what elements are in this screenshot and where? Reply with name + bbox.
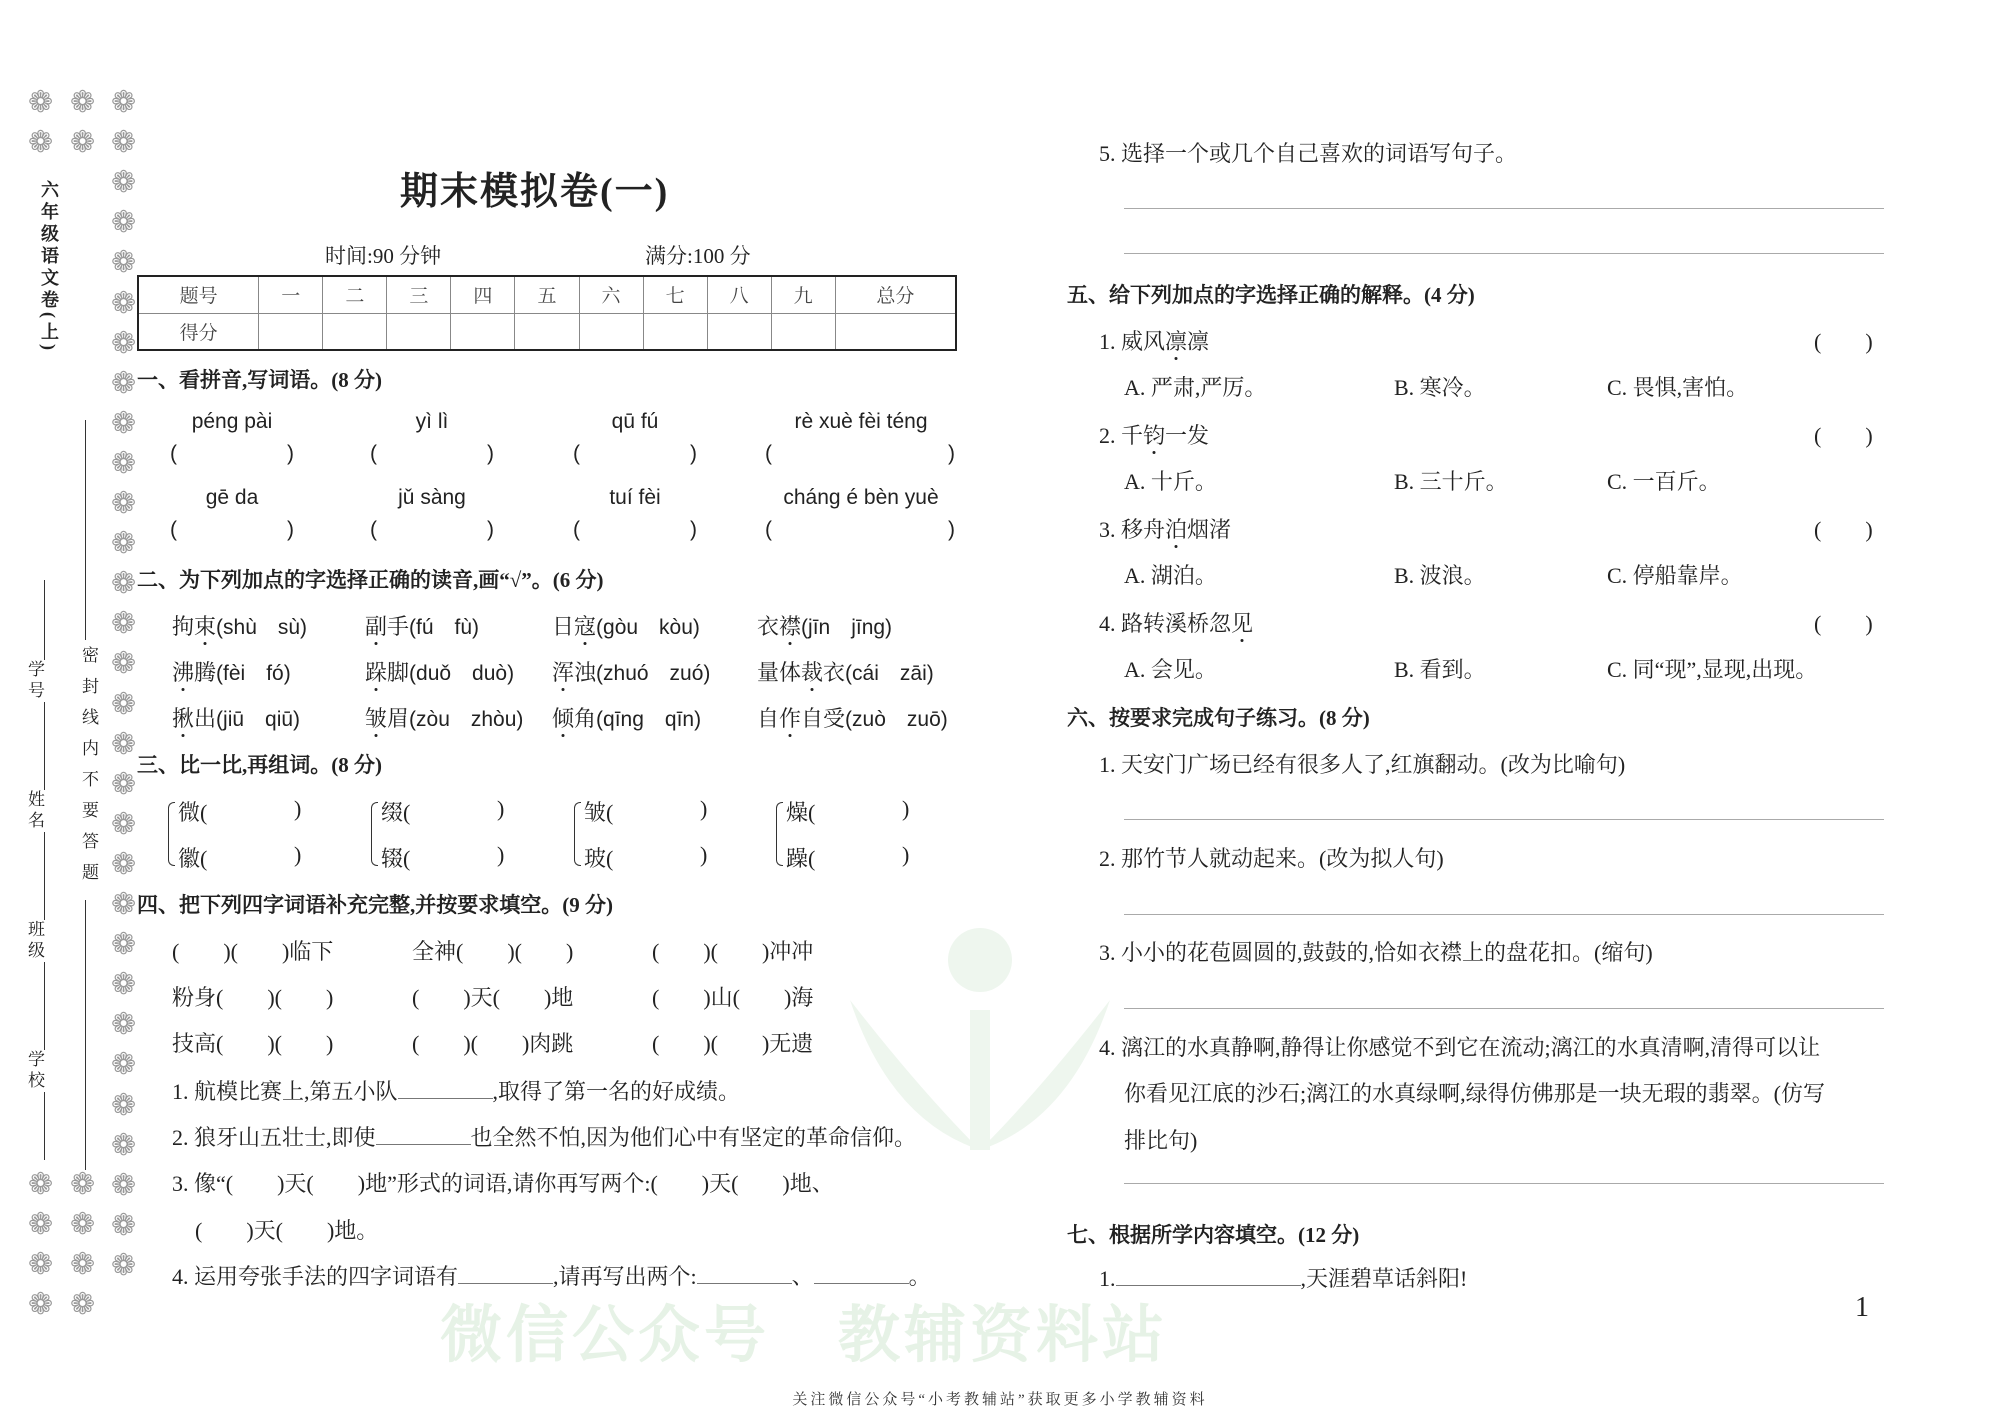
text-after: 角 bbox=[574, 706, 597, 731]
section-2-heading: 二、为下列加点的字选择正确的读音,画“√”。(6 分) bbox=[137, 568, 604, 592]
pinyin-prompt: cháng é bèn yuè bbox=[783, 486, 939, 509]
flower-ornament-icon: ❁ bbox=[28, 1208, 54, 1241]
pronunciation-options[interactable]: (duǒ duò) bbox=[409, 662, 515, 685]
pronunciation-item bbox=[365, 610, 479, 641]
question-6-1: 1. 天安门广场已经有很多人了,红旗翻动。(改为比喻句) bbox=[1099, 752, 1626, 777]
fill-blank[interactable] bbox=[398, 1078, 493, 1099]
meaning-option-b[interactable]: B. 寒冷。 bbox=[1394, 375, 1486, 400]
idiom-fill-item[interactable]: ( )山( )海 bbox=[652, 985, 814, 1010]
section-4-heading: 四、把下列四字词语补充完整,并按要求填空。(9 分) bbox=[137, 893, 613, 917]
flower-ornament-icon: ❁ bbox=[111, 1208, 137, 1242]
flower-ornament-icon: ❁ bbox=[70, 1208, 96, 1241]
score-input-cell[interactable] bbox=[707, 313, 771, 350]
pronunciation-item bbox=[552, 656, 710, 687]
pinyin-prompt: qū fú bbox=[611, 410, 659, 433]
compare-word: 徽( bbox=[178, 846, 208, 871]
answer-parentheses[interactable] bbox=[573, 518, 697, 542]
meaning-option-b[interactable]: B. 看到。 bbox=[1394, 657, 1486, 682]
idiom-fill-item[interactable]: ( )( )冲冲 bbox=[652, 939, 814, 964]
open-paren: ( bbox=[170, 442, 177, 465]
flower-ornament-icon: ❁ bbox=[111, 366, 137, 400]
brace-icon bbox=[574, 802, 581, 866]
flower-ornament-icon: ❁ bbox=[111, 166, 137, 200]
section-3-heading: 三、比一比,再组词。(8 分) bbox=[137, 753, 382, 777]
close-paren: ) bbox=[690, 442, 697, 465]
pronunciation-item bbox=[757, 610, 892, 641]
close-paren: ) bbox=[487, 442, 494, 465]
page-number: 1 bbox=[1855, 1292, 1869, 1323]
pronunciation-options[interactable]: (gòu kòu) bbox=[596, 616, 700, 639]
compare-word: 微( bbox=[178, 800, 208, 825]
text-before: 拘 bbox=[172, 614, 195, 639]
flower-ornament-icon: ❁ bbox=[111, 206, 137, 240]
compare-word: 皱( bbox=[584, 800, 614, 825]
meaning-option-a[interactable]: A. 湖泊。 bbox=[1124, 563, 1217, 588]
class-label: 班级 bbox=[22, 920, 47, 962]
sentence-text: 1. 航模比赛上,第五小队 bbox=[172, 1079, 398, 1104]
flower-ornament-icon: ❁ bbox=[111, 687, 137, 721]
compare-word: 玻( bbox=[584, 846, 614, 871]
pronunciation-item bbox=[552, 610, 700, 641]
answer-parentheses[interactable] bbox=[370, 442, 494, 466]
question-7-1 bbox=[1099, 1262, 1467, 1293]
close-paren: ) bbox=[487, 518, 494, 541]
flower-ornament-icon: ❁ bbox=[70, 1248, 96, 1281]
flower-ornament-icon: ❁ bbox=[70, 86, 96, 119]
text-after: 手 bbox=[387, 614, 410, 639]
brace-icon bbox=[371, 802, 378, 866]
close-paren: ) bbox=[497, 796, 505, 821]
text-before: 1. 威风 bbox=[1099, 329, 1166, 354]
question-6-4-line-2: 你看见江底的沙石;漓江的水真绿啊,绿得仿佛那是一块无瑕的翡翠。(仿写 bbox=[1124, 1081, 1825, 1106]
flower-ornament-icon: ❁ bbox=[111, 607, 137, 641]
dotted-char: 皱 bbox=[365, 706, 388, 731]
pronunciation-options[interactable]: (jiū qiū) bbox=[216, 708, 301, 731]
flower-ornament-icon: ❁ bbox=[111, 928, 137, 962]
flower-ornament-icon: ❁ bbox=[111, 1128, 137, 1162]
sentence-text: 3. 像“( )天( )地”形式的词语,请你再写两个:( )天( )地、 bbox=[172, 1171, 834, 1196]
question-number: 1. bbox=[1099, 1266, 1116, 1291]
score-table bbox=[137, 275, 957, 351]
text-after: 脚 bbox=[387, 660, 410, 685]
flower-ornament-icon: ❁ bbox=[111, 968, 137, 1002]
flower-ornament-icon: ❁ bbox=[111, 406, 137, 440]
score-header-cell: 七 bbox=[643, 276, 707, 313]
text-after: 衣 bbox=[823, 660, 846, 685]
dotted-char: 见 bbox=[1231, 611, 1254, 636]
text-after: 浊 bbox=[574, 660, 597, 685]
pinyin-prompt: jǔ sàng bbox=[398, 486, 466, 509]
idiom-fill-item[interactable]: ( )( )肉跳 bbox=[412, 1031, 574, 1056]
pronunciation-options[interactable]: (cái zāi) bbox=[845, 662, 934, 685]
flower-ornament-icon: ❁ bbox=[70, 126, 96, 159]
pronunciation-options[interactable]: (shù sù) bbox=[216, 616, 308, 639]
text-before: 量体 bbox=[757, 660, 802, 685]
fill-blank[interactable] bbox=[458, 1263, 553, 1284]
meaning-question bbox=[1099, 607, 1253, 638]
compare-word: 躁( bbox=[786, 846, 816, 871]
pronunciation-options[interactable]: (zòu zhòu) bbox=[409, 708, 524, 731]
compare-word: 缀( bbox=[381, 800, 411, 825]
question-4-2 bbox=[172, 1121, 916, 1152]
score-input-cell[interactable] bbox=[451, 313, 515, 350]
school-label: 学校 bbox=[22, 1050, 47, 1092]
text-after: 烟渚 bbox=[1187, 517, 1232, 542]
sentence-text: 、 bbox=[791, 1264, 814, 1289]
section-6-heading: 六、按要求完成句子练习。(8 分) bbox=[1067, 706, 1370, 730]
score-header-cell: 五 bbox=[515, 276, 579, 313]
text-after: 凛 bbox=[1187, 329, 1210, 354]
dotted-char: 沸 bbox=[172, 660, 195, 685]
flower-ornament-icon: ❁ bbox=[111, 286, 137, 320]
question-4-4 bbox=[172, 1260, 931, 1291]
sentence-text: 。 bbox=[908, 1264, 931, 1289]
answer-parentheses[interactable] bbox=[170, 442, 294, 466]
flower-ornament-icon: ❁ bbox=[28, 126, 54, 159]
flower-ornament-icon: ❁ bbox=[111, 527, 137, 561]
pinyin-prompt: péng pài bbox=[191, 410, 273, 433]
meaning-option-c[interactable]: C. 同“现”,显现,出现。 bbox=[1607, 657, 1818, 682]
close-paren: ) bbox=[902, 796, 910, 821]
close-paren: ) bbox=[690, 518, 697, 541]
flower-ornament-icon: ❁ bbox=[28, 1248, 54, 1281]
score-header-cell: 九 bbox=[771, 276, 835, 313]
pronunciation-options[interactable]: (fú fù) bbox=[409, 616, 480, 639]
flower-ornament-icon: ❁ bbox=[28, 1168, 54, 1201]
score-table-score-row bbox=[138, 313, 956, 350]
text-before: 日 bbox=[552, 614, 575, 639]
dotted-char: 泊 bbox=[1165, 517, 1188, 542]
pinyin-prompt: tuí fèi bbox=[609, 486, 661, 509]
meaning-option-c[interactable]: C. 畏惧,害怕。 bbox=[1607, 375, 1749, 400]
pronunciation-options[interactable]: (zuò zuō) bbox=[845, 708, 948, 731]
flower-ornament-icon: ❁ bbox=[111, 847, 137, 881]
close-paren: ) bbox=[700, 796, 708, 821]
answer-parentheses[interactable]: ( ) bbox=[1814, 611, 1873, 636]
full-score: 满分:100 分 bbox=[645, 244, 751, 268]
open-paren: ( bbox=[765, 442, 772, 465]
question-4-3 bbox=[172, 1167, 834, 1198]
flower-ornament-icon: ❁ bbox=[111, 86, 137, 119]
pronunciation-item bbox=[172, 702, 300, 733]
sentence-text: 也全然不怕,因为他们心中有坚定的革命信仰。 bbox=[470, 1125, 917, 1150]
score-header-cell: 一 bbox=[259, 276, 323, 313]
close-paren: ) bbox=[287, 442, 294, 465]
flower-ornament-icon: ❁ bbox=[111, 326, 137, 360]
answer-line[interactable] bbox=[1124, 208, 1884, 209]
answer-parentheses[interactable]: ( ) bbox=[1814, 329, 1873, 354]
dotted-char: 浑 bbox=[552, 660, 575, 685]
watermark-text-1: 微信公众号 bbox=[440, 1298, 771, 1371]
footer-note: 关注微信公众号“小考教辅站”获取更多小学教辅资料 bbox=[792, 1392, 1208, 1408]
brace-icon bbox=[776, 802, 783, 866]
meaning-option-b[interactable]: B. 三十斤。 bbox=[1394, 469, 1508, 494]
answer-parentheses[interactable] bbox=[573, 442, 697, 466]
text-after: 一发 bbox=[1165, 423, 1210, 448]
text-before: 自 bbox=[757, 706, 780, 731]
dotted-char: 束 bbox=[194, 614, 217, 639]
pinyin-prompt: yì lì bbox=[415, 410, 449, 433]
close-paren: ) bbox=[902, 842, 910, 867]
score-table-header-row bbox=[138, 276, 956, 313]
question-4-1 bbox=[172, 1075, 740, 1106]
close-paren: ) bbox=[497, 842, 505, 867]
pronunciation-item bbox=[365, 656, 514, 687]
fill-blank[interactable] bbox=[814, 1263, 909, 1284]
idiom-fill-item[interactable]: 全神( )( ) bbox=[412, 939, 574, 964]
close-paren: ) bbox=[294, 842, 302, 867]
dotted-char: 倾 bbox=[552, 706, 575, 731]
sentence-text: 2. 狼牙山五壮士,即使 bbox=[172, 1125, 376, 1150]
answer-parentheses[interactable] bbox=[370, 518, 494, 542]
meaning-option-b[interactable]: B. 波浪。 bbox=[1394, 563, 1486, 588]
watermark-text-2: 教辅资料站 bbox=[838, 1298, 1169, 1371]
score-header-cell: 题号 bbox=[138, 276, 259, 313]
text-after: 腾 bbox=[194, 660, 217, 685]
score-header-cell: 总分 bbox=[835, 276, 956, 313]
seal-notice: 密封线内不要答题 bbox=[76, 640, 101, 900]
score-header-cell: 六 bbox=[579, 276, 643, 313]
pronunciation-item bbox=[172, 656, 291, 687]
open-paren: ( bbox=[370, 518, 377, 541]
score-header-cell: 四 bbox=[451, 276, 515, 313]
meaning-option-a[interactable]: A. 十斤。 bbox=[1124, 469, 1217, 494]
answer-parentheses[interactable] bbox=[170, 518, 294, 542]
score-row-label: 得分 bbox=[138, 313, 259, 350]
score-input-cell[interactable] bbox=[323, 313, 387, 350]
answer-line[interactable] bbox=[1124, 253, 1884, 254]
pronunciation-options[interactable]: (qīng qīn) bbox=[596, 708, 702, 731]
open-paren: ( bbox=[370, 442, 377, 465]
answer-line[interactable] bbox=[1124, 819, 1884, 820]
open-paren: ( bbox=[765, 518, 772, 541]
flower-ornament-icon: ❁ bbox=[111, 767, 137, 801]
text-before: 2. 千 bbox=[1099, 423, 1144, 448]
dotted-char: 裁 bbox=[801, 660, 824, 685]
answer-parentheses[interactable]: ( ) bbox=[1814, 423, 1873, 448]
idiom-fill-item[interactable]: ( )( )无遗 bbox=[652, 1031, 814, 1056]
dotted-char: 凛 bbox=[1165, 329, 1188, 354]
answer-line[interactable] bbox=[1124, 914, 1884, 915]
pinyin-prompt: rè xuè fèi téng bbox=[794, 410, 928, 433]
score-input-cell[interactable] bbox=[515, 313, 579, 350]
answer-parentheses[interactable] bbox=[765, 518, 955, 542]
answer-parentheses[interactable] bbox=[765, 442, 955, 466]
pinyin-prompt: gē da bbox=[205, 486, 259, 509]
compare-word: 辍( bbox=[381, 846, 411, 871]
pronunciation-item bbox=[757, 656, 934, 687]
sentence-text: ,请再写出两个: bbox=[553, 1264, 697, 1289]
idiom-fill-item[interactable]: ( )( )临下 bbox=[172, 939, 334, 964]
compare-word: 燥( bbox=[786, 800, 816, 825]
brace-icon bbox=[168, 802, 175, 866]
flower-ornament-icon: ❁ bbox=[111, 647, 137, 681]
pronunciation-item bbox=[757, 702, 948, 733]
close-paren: ) bbox=[948, 442, 955, 465]
sentence-text: ,天涯碧草话斜阳! bbox=[1300, 1266, 1468, 1291]
close-paren: ) bbox=[700, 842, 708, 867]
close-paren: ) bbox=[948, 518, 955, 541]
flower-ornament-icon: ❁ bbox=[111, 1008, 137, 1042]
meaning-option-c[interactable]: C. 一百斤。 bbox=[1607, 469, 1721, 494]
score-input-cell[interactable] bbox=[835, 313, 956, 350]
question-6-4-line-3: 排比句) bbox=[1124, 1128, 1198, 1153]
page-title: 期末模拟卷(一) bbox=[400, 171, 670, 213]
score-input-cell[interactable] bbox=[579, 313, 643, 350]
section-5-heading: 五、给下列加点的字选择正确的解释。(4 分) bbox=[1067, 283, 1475, 307]
idiom-fill-item[interactable]: 技高( )( ) bbox=[172, 1031, 334, 1056]
flower-ornament-icon: ❁ bbox=[111, 567, 137, 601]
flower-ornament-icon: ❁ bbox=[28, 1288, 54, 1321]
flower-ornament-icon: ❁ bbox=[111, 1168, 137, 1202]
answer-line[interactable] bbox=[1124, 1183, 1884, 1184]
name-label: 姓名 bbox=[22, 790, 47, 832]
flower-ornament-icon: ❁ bbox=[28, 86, 54, 119]
dotted-char: 钧 bbox=[1143, 423, 1166, 448]
student-id-label: 学号 bbox=[22, 660, 47, 702]
flower-ornament-icon: ❁ bbox=[111, 446, 137, 480]
meaning-option-a[interactable]: A. 会见。 bbox=[1124, 657, 1217, 682]
close-paren: ) bbox=[294, 796, 302, 821]
idiom-fill-item[interactable]: ( )天( )地 bbox=[412, 985, 574, 1010]
question-6-2: 2. 那竹节人就动起来。(改为拟人句) bbox=[1099, 846, 1444, 871]
question-6-4-line-1: 4. 漓江的水真静啊,静得让你感觉不到它在流动;漓江的水真清啊,清得可以让 bbox=[1099, 1035, 1821, 1060]
exam-time: 时间:90 分钟 bbox=[325, 244, 442, 268]
question-6-3: 3. 小小的花苞圆圆的,鼓鼓的,恰如衣襟上的盘花扣。(缩句) bbox=[1099, 940, 1653, 965]
score-input-cell[interactable] bbox=[643, 313, 707, 350]
dotted-char: 揪 bbox=[172, 706, 195, 731]
pronunciation-item bbox=[172, 610, 307, 641]
book-label: 六年级语文卷(上) bbox=[39, 180, 59, 354]
score-header-cell: 二 bbox=[323, 276, 387, 313]
question-4-3-continued: ( )天( )地。 bbox=[195, 1218, 379, 1243]
text-before: 4. 路转溪桥忽 bbox=[1099, 611, 1232, 636]
score-input-cell[interactable] bbox=[387, 313, 451, 350]
flower-ornament-icon: ❁ bbox=[111, 807, 137, 841]
meaning-question bbox=[1099, 419, 1209, 450]
section-1-heading: 一、看拼音,写词语。(8 分) bbox=[137, 368, 382, 392]
flower-ornament-icon: ❁ bbox=[70, 1168, 96, 1201]
meaning-question bbox=[1099, 513, 1231, 544]
open-paren: ( bbox=[573, 442, 580, 465]
flower-ornament-icon: ❁ bbox=[111, 1088, 137, 1122]
pronunciation-item bbox=[365, 702, 523, 733]
dotted-char: 作 bbox=[779, 706, 802, 731]
text-before: 衣 bbox=[757, 614, 780, 639]
flower-ornament-icon: ❁ bbox=[111, 727, 137, 761]
flower-ornament-icon: ❁ bbox=[111, 1048, 137, 1082]
sentence-text: 4. 运用夸张手法的四字词语有 bbox=[172, 1264, 459, 1289]
score-input-cell[interactable] bbox=[771, 313, 835, 350]
open-paren: ( bbox=[573, 518, 580, 541]
dotted-char: 副 bbox=[365, 614, 388, 639]
dotted-char: 跺 bbox=[365, 660, 388, 685]
idiom-fill-item[interactable]: 粉身( )( ) bbox=[172, 985, 334, 1010]
fill-blank[interactable] bbox=[1116, 1265, 1301, 1286]
flower-ornament-icon: ❁ bbox=[111, 246, 137, 280]
meaning-option-a[interactable]: A. 严肃,严厉。 bbox=[1124, 375, 1267, 400]
dotted-char: 寇 bbox=[574, 614, 597, 639]
fill-blank[interactable] bbox=[376, 1124, 471, 1145]
fill-blank[interactable] bbox=[697, 1263, 792, 1284]
flower-ornament-icon: ❁ bbox=[111, 487, 137, 520]
meaning-question bbox=[1099, 325, 1209, 356]
text-after: 出 bbox=[194, 706, 217, 731]
section-7-heading: 七、根据所学内容填空。(12 分) bbox=[1067, 1223, 1360, 1247]
close-paren: ) bbox=[287, 518, 294, 541]
score-input-cell[interactable] bbox=[259, 313, 323, 350]
pronunciation-options[interactable]: (fèi fó) bbox=[216, 662, 291, 685]
flower-ornament-icon: ❁ bbox=[111, 126, 137, 160]
open-paren: ( bbox=[170, 518, 177, 541]
answer-line[interactable] bbox=[1124, 1008, 1884, 1009]
score-header-cell: 八 bbox=[707, 276, 771, 313]
text-before: 3. 移舟 bbox=[1099, 517, 1166, 542]
answer-parentheses[interactable]: ( ) bbox=[1814, 517, 1873, 542]
meaning-option-c[interactable]: C. 停船靠岸。 bbox=[1607, 563, 1743, 588]
flower-ornament-icon: ❁ bbox=[111, 888, 137, 921]
flower-ornament-icon: ❁ bbox=[111, 1248, 137, 1282]
text-after: 眉 bbox=[387, 706, 410, 731]
flower-ornament-icon: ❁ bbox=[70, 1288, 96, 1321]
question-4-5: 5. 选择一个或几个自己喜欢的词语写句子。 bbox=[1099, 141, 1518, 166]
pronunciation-item bbox=[552, 702, 701, 733]
sentence-text: ,取得了第一名的好成绩。 bbox=[492, 1079, 741, 1104]
dotted-char: 襟 bbox=[779, 614, 802, 639]
pronunciation-options[interactable]: (zhuó zuó) bbox=[596, 662, 711, 685]
text-after: 自受 bbox=[801, 706, 846, 731]
pronunciation-options[interactable]: (jīn jīng) bbox=[801, 616, 893, 639]
score-header-cell: 三 bbox=[387, 276, 451, 313]
